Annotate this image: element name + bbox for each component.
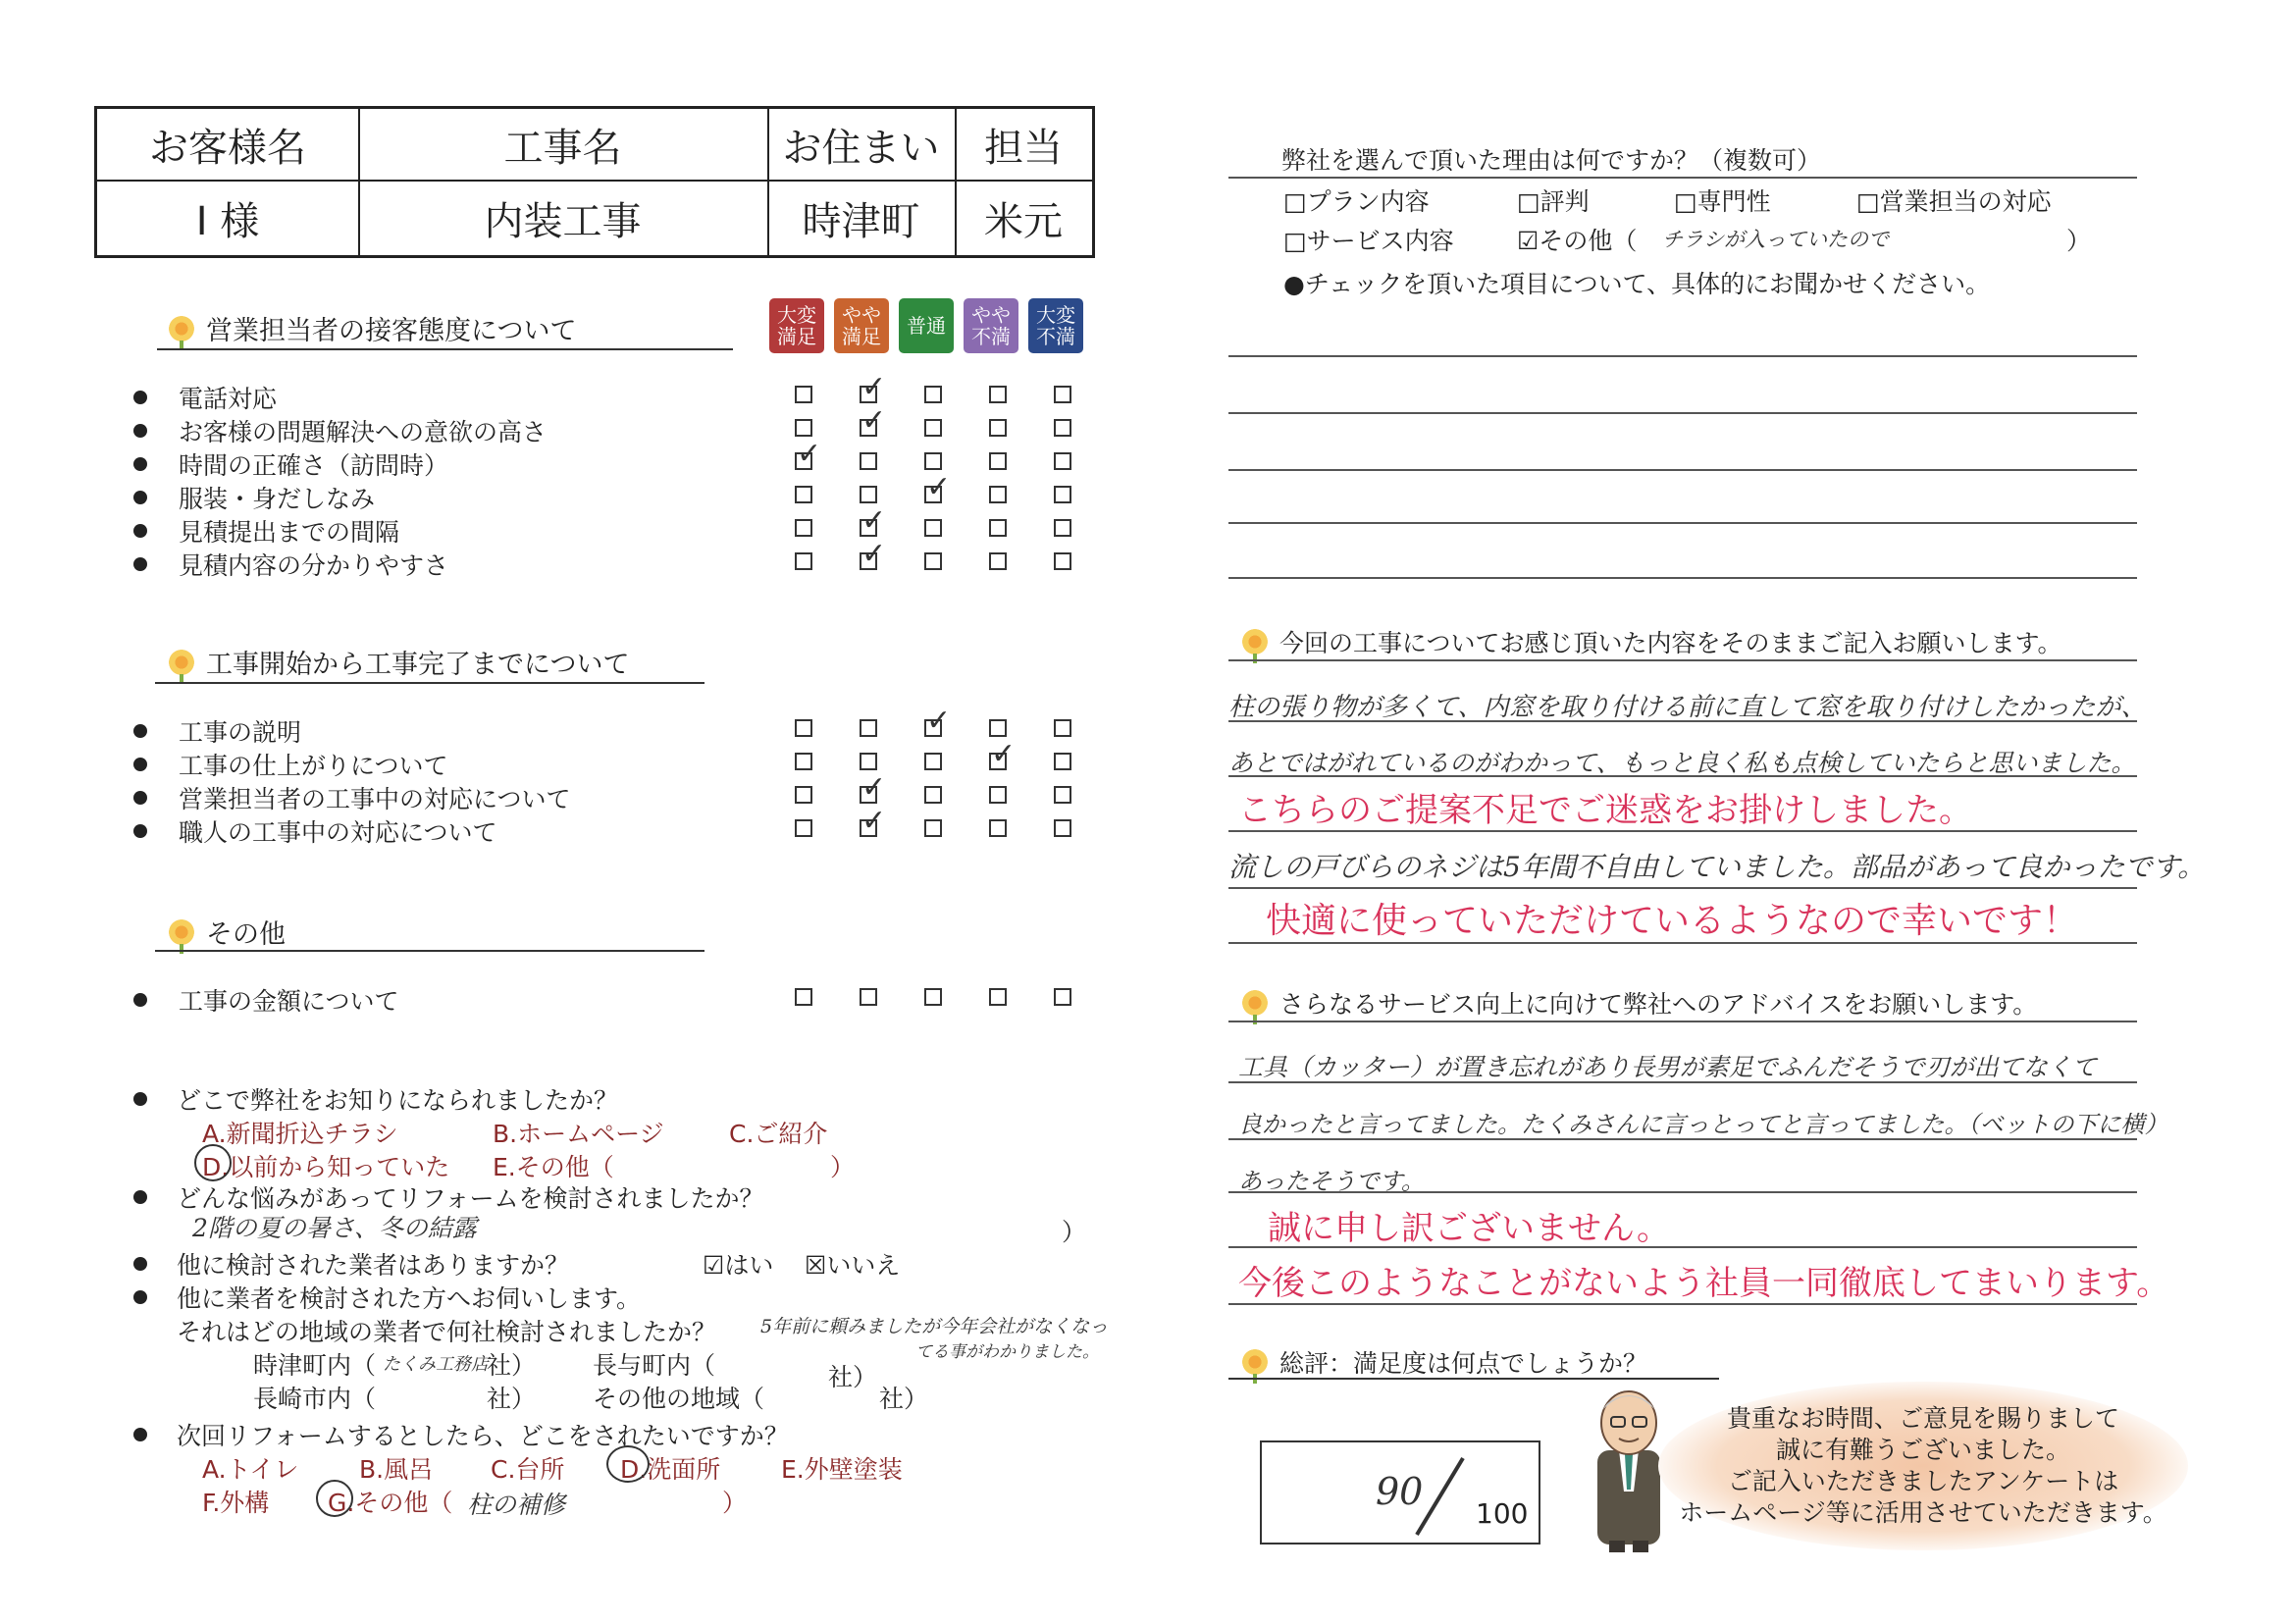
rating-checkbox[interactable] [860, 486, 877, 503]
rating-checkbox[interactable] [1054, 552, 1071, 570]
bullet [133, 1092, 147, 1106]
rating-checkbox[interactable] [989, 786, 1007, 804]
rating-checkbox[interactable] [795, 988, 812, 1006]
impression-reply-2: 快適に使っていただけているようなので幸いです！ [1266, 901, 2079, 941]
bullet [133, 1428, 147, 1441]
question-label: 見積内容の分かりやすさ [179, 551, 449, 580]
bullet [133, 1257, 147, 1271]
rating-checkbox[interactable] [924, 552, 942, 570]
opt-washroom[interactable]: D.洗面所 [620, 1455, 721, 1484]
answer-line [1228, 720, 2137, 722]
opt-referral[interactable]: C.ご紹介 [729, 1120, 828, 1148]
worry-answer: 2階の夏の暑さ、冬の結露 [192, 1214, 477, 1242]
opt-other-reform-close: ） [722, 1489, 748, 1517]
rating-checkbox[interactable] [924, 519, 942, 537]
rating-checkbox[interactable] [1054, 719, 1071, 737]
rating-checkbox[interactable] [924, 819, 942, 837]
opt-other[interactable]: E.その他（ [493, 1153, 614, 1181]
check-mark-icon: ✓ [861, 503, 887, 538]
section-title-text: 工事開始から工事完了までについて [206, 650, 630, 680]
rating-checkbox[interactable] [924, 419, 942, 437]
flower-icon [169, 650, 194, 675]
question-label: 工事の金額について [179, 987, 399, 1016]
slash-icon [1409, 1454, 1468, 1539]
rating-checkbox[interactable] [989, 819, 1007, 837]
answer-line [1228, 1191, 2137, 1193]
header-value-address: 時津町 [802, 199, 920, 244]
answer-line [1228, 577, 2137, 579]
answer-line [1228, 1138, 2137, 1140]
customer-header-table [94, 106, 1095, 258]
section-title-summary [1242, 1344, 1647, 1380]
answer-line [1228, 1021, 2137, 1022]
header-label-work: 工事名 [503, 125, 622, 171]
check-mark-icon: ✓ [861, 804, 887, 838]
answer-line [1228, 830, 2137, 832]
rating-checkbox[interactable] [795, 552, 812, 570]
question-label: 営業担当者の工事中の対応について [179, 785, 571, 813]
rating-checkbox[interactable] [1054, 486, 1071, 503]
answer-line [1228, 775, 2137, 777]
advice-reply-2: 今後このようなことがないよう社員一同徹底してまいります。 [1238, 1264, 2170, 1303]
no-checkbox[interactable]: ☒いいえ [805, 1251, 901, 1280]
area-other-count: 社） [879, 1385, 929, 1413]
reasons-underline [1228, 177, 2137, 179]
reason-sales[interactable]: □営業担当の対応 [1856, 187, 2052, 216]
section-title-text: 総評：満足度は何点でしょうか？ [1279, 1349, 1648, 1378]
circle-mark [316, 1480, 353, 1517]
section-underline [157, 348, 733, 350]
rating-checkbox[interactable] [989, 719, 1007, 737]
check-mark-icon: ✓ [861, 537, 887, 571]
opt-toilet[interactable]: A.トイレ [202, 1455, 299, 1484]
reason-reputation[interactable]: □評判 [1517, 187, 1590, 216]
section-title-text: さらなるサービス向上に向けて弊社へのアドバイスをお願いします。 [1279, 990, 2038, 1019]
bullet [133, 557, 147, 571]
check-mark-icon: ✓ [991, 737, 1017, 771]
reason-other-hand: チラシが入っていたので [1662, 228, 1889, 251]
impression-reply-1: こちらのご提案不足でご迷惑をお掛けしました。 [1238, 791, 1972, 830]
rating-checkbox[interactable] [795, 486, 812, 503]
question-label: お客様の問題解決への意欲の高さ [179, 418, 548, 446]
rating-badge: 普通 [899, 298, 954, 353]
rating-checkbox[interactable] [795, 719, 812, 737]
section-title-text: 営業担当者の接客態度について [206, 316, 577, 346]
area-other: その他の地域（ [593, 1385, 765, 1413]
advice-hand-3: あったそうです。 [1238, 1168, 1425, 1195]
question-label: 電話対応 [179, 385, 278, 413]
opt-newspaper[interactable]: A.新聞折込チラシ [202, 1120, 398, 1148]
impression-hand-1: 柱の張り物が多くて、内窓を取り付ける前に直して窓を取り付けしたかったが、 [1228, 693, 2147, 722]
check-mark-icon: ✓ [861, 403, 887, 438]
opt-knew-before[interactable]: D.以前から知っていた [202, 1153, 450, 1181]
reason-service[interactable]: □サービス内容 [1283, 227, 1454, 255]
rating-checkbox[interactable] [795, 819, 812, 837]
advice-hand-1: 工具（カッター）が置き忘れがあり長男が素足でふんだそうで刃が出てなくて [1238, 1053, 2097, 1081]
area-nagayo-count: 社） [828, 1363, 878, 1391]
check-mark-icon: ✓ [861, 370, 887, 404]
check-mark-icon: ✓ [861, 770, 887, 805]
bullet [133, 791, 147, 805]
area-tokitsu: 時津町内（ [253, 1351, 377, 1380]
bullet [133, 1290, 147, 1304]
rating-checkbox[interactable] [989, 519, 1007, 537]
thanks-line-1: 貴重なお時間、ご意見を賜りまして [1726, 1404, 2119, 1433]
area-tokitsu-count: 社） [487, 1351, 537, 1380]
opt-homepage[interactable]: B.ホームページ [493, 1120, 664, 1148]
yes-checkbox[interactable]: ☑はい [703, 1251, 774, 1280]
header-value-work: 内装工事 [484, 199, 642, 244]
flower-icon [1242, 1349, 1268, 1375]
rating-checkbox[interactable] [989, 486, 1007, 503]
rating-checkbox[interactable] [860, 753, 877, 770]
thanks-message [1668, 1403, 2178, 1529]
bullet [133, 824, 147, 838]
rating-checkbox[interactable] [1054, 419, 1071, 437]
rating-badge: やや 不満 [964, 298, 1018, 353]
opt-other-close: ） [830, 1153, 856, 1181]
impression-hand-3: 流しの戸びらのネジは5年間不自由していました。部品があって良かったです。 [1228, 851, 2206, 883]
advice-reply-1: 誠に申し訳ございません。 [1268, 1209, 1671, 1248]
rating-checkbox[interactable] [795, 419, 812, 437]
impression-hand-2: あとではがれているのがわかって、もっと良く私も点検していたらと思いました。 [1228, 749, 2136, 777]
section-underline [155, 950, 704, 952]
section-underline [1228, 1378, 1719, 1380]
section-title-text: その他 [206, 919, 286, 950]
answer-line [1228, 1246, 2137, 1248]
bullet [133, 391, 147, 404]
rating-checkbox[interactable] [1054, 519, 1071, 537]
header-label-address: お住まい [782, 125, 940, 171]
bullet [133, 491, 147, 504]
question-label: 工事の説明 [179, 718, 302, 747]
section-title-text: 今回の工事についてお感じ頂いた内容をそのままご記入お願いします。 [1279, 629, 2062, 657]
area-note-2: てる事がわかりました。 [915, 1342, 1099, 1362]
score-value: 90 [1376, 1470, 1424, 1513]
rating-checkbox[interactable] [795, 386, 812, 403]
header-value-customer: I 様 [195, 199, 260, 244]
q-area: 他に業者を検討された方へお伺いします。 [177, 1284, 642, 1313]
score-max: 100 [1476, 1497, 1529, 1530]
rating-checkbox[interactable] [1054, 819, 1071, 837]
rating-checkbox[interactable] [860, 988, 877, 1006]
q-worry: どんな悩みがあってリフォームを検討されましたか？ [177, 1184, 764, 1213]
worry-close: ） [1062, 1218, 1087, 1246]
area-nagasaki: 長崎市内（ [253, 1385, 377, 1413]
bullet [133, 524, 147, 538]
question-label: 職人の工事中の対応について [179, 818, 497, 847]
circle-mark [606, 1445, 650, 1483]
header-label-staff: 担当 [984, 125, 1063, 171]
rating-badge: やや 満足 [834, 298, 889, 353]
bullet [133, 1190, 147, 1204]
check-mark-icon: ✓ [926, 470, 952, 504]
opt-other-reform[interactable]: G.その他（ [328, 1489, 453, 1517]
question-label: 工事の仕上がりについて [179, 752, 448, 780]
other-reform-hand: 柱の補修 [467, 1491, 566, 1519]
question-label: 時間の正確さ（訪問時） [179, 451, 449, 480]
reason-expertise[interactable]: □専門性 [1674, 187, 1771, 216]
header-label-customer: お客様名 [149, 125, 306, 171]
rating-checkbox[interactable] [924, 988, 942, 1006]
q-area-2: それはどの地域の業者で何社検討されましたか？ [177, 1318, 717, 1346]
area-tokitsu-hand: たくみ工務店 [383, 1354, 489, 1375]
opt-exterior[interactable]: F.外構 [202, 1489, 270, 1517]
section-title-other [169, 913, 286, 951]
rating-checkbox[interactable] [795, 786, 812, 804]
answer-line [1228, 887, 2137, 889]
q-next-reform: 次回リフォームするとしたら、どこをされたいですか？ [177, 1422, 789, 1450]
answer-line [1228, 659, 2137, 661]
bullet [133, 424, 147, 438]
flower-icon [169, 919, 194, 945]
question-label: 服装・身だしなみ [179, 485, 376, 513]
bullet [133, 758, 147, 771]
section-title-impressions [1242, 624, 2062, 659]
rating-checkbox[interactable] [795, 753, 812, 770]
section-title-advice [1242, 985, 2037, 1021]
flower-icon [1242, 990, 1268, 1016]
area-note-1: 5年前に頼みましたが今年会社がなくなっ [760, 1316, 1109, 1337]
bullet [133, 993, 147, 1007]
answer-line [1228, 412, 2137, 414]
question-label: 見積提出までの間隔 [179, 518, 400, 547]
answer-line [1228, 1081, 2137, 1083]
rating-checkbox[interactable] [1054, 753, 1071, 770]
header-value-staff: 米元 [984, 199, 1063, 244]
rating-checkbox[interactable] [1054, 786, 1071, 804]
answer-line [1228, 1303, 2137, 1305]
rating-checkbox[interactable] [860, 719, 877, 737]
section-title-sales-attitude [169, 309, 576, 347]
rating-checkbox[interactable] [795, 519, 812, 537]
rating-checkbox[interactable] [989, 552, 1007, 570]
thanks-line-2: 誠に有難うございました。 [1775, 1436, 2070, 1464]
bullet [133, 724, 147, 738]
area-nagayo: 長与町内（ [593, 1351, 716, 1380]
thanks-line-4: ホームページ等に活用させていただきます。 [1679, 1498, 2167, 1527]
reasons-instruction: ●チェックを頂いた項目について、具体的にお聞かせください。 [1283, 270, 1991, 298]
rating-badge: 大変 満足 [769, 298, 824, 353]
check-mark-icon: ✓ [797, 437, 822, 471]
opt-bath[interactable]: B.風呂 [359, 1455, 434, 1484]
bullet [133, 457, 147, 471]
answer-line [1228, 522, 2137, 524]
flower-icon [1242, 629, 1268, 654]
area-nagasaki-count: 社） [487, 1385, 537, 1413]
rating-checkbox[interactable] [1054, 988, 1071, 1006]
reasons-title: 弊社を選んで頂いた理由は何ですか？（複数可） [1281, 146, 1822, 175]
rating-checkbox[interactable] [989, 386, 1007, 403]
circle-mark [194, 1144, 232, 1181]
check-mark-icon: ✓ [926, 704, 952, 738]
rating-badge: 大変 不満 [1028, 298, 1083, 353]
section-title-construction [169, 643, 629, 681]
rating-checkbox[interactable] [1054, 386, 1071, 403]
rating-checkbox[interactable] [924, 753, 942, 770]
answer-line [1228, 469, 2137, 471]
q-other-vendor: 他に検討された業者はありますか？ [177, 1251, 570, 1280]
rating-checkbox[interactable] [1054, 452, 1071, 470]
rating-checkbox[interactable] [924, 786, 942, 804]
reason-other-close: ） [2066, 227, 2092, 255]
q-how-know: どこで弊社をお知りになられましたか？ [177, 1086, 619, 1115]
reason-plan[interactable]: □プラン内容 [1283, 187, 1430, 216]
advice-hand-2: 良かったと言ってました。たくみさんに言っとってと言ってました。（ベットの下に横） [1238, 1111, 2168, 1138]
rating-checkbox[interactable] [924, 452, 942, 470]
thanks-line-3: ご記入いただきましたアンケートは [1727, 1467, 2119, 1495]
reason-other[interactable]: ☑その他（ [1517, 227, 1638, 255]
opt-exterior-paint[interactable]: E.外壁塗装 [781, 1455, 903, 1484]
rating-checkbox[interactable] [860, 452, 877, 470]
rating-checkbox[interactable] [989, 419, 1007, 437]
score-box[interactable] [1260, 1440, 1540, 1544]
answer-line [1228, 942, 2137, 944]
rating-checkbox[interactable] [989, 988, 1007, 1006]
section-underline [155, 682, 704, 684]
rating-checkbox[interactable] [989, 452, 1007, 470]
answer-line [1228, 355, 2137, 357]
rating-checkbox[interactable] [924, 386, 942, 403]
opt-kitchen[interactable]: C.台所 [491, 1455, 565, 1484]
flower-icon [169, 316, 194, 341]
